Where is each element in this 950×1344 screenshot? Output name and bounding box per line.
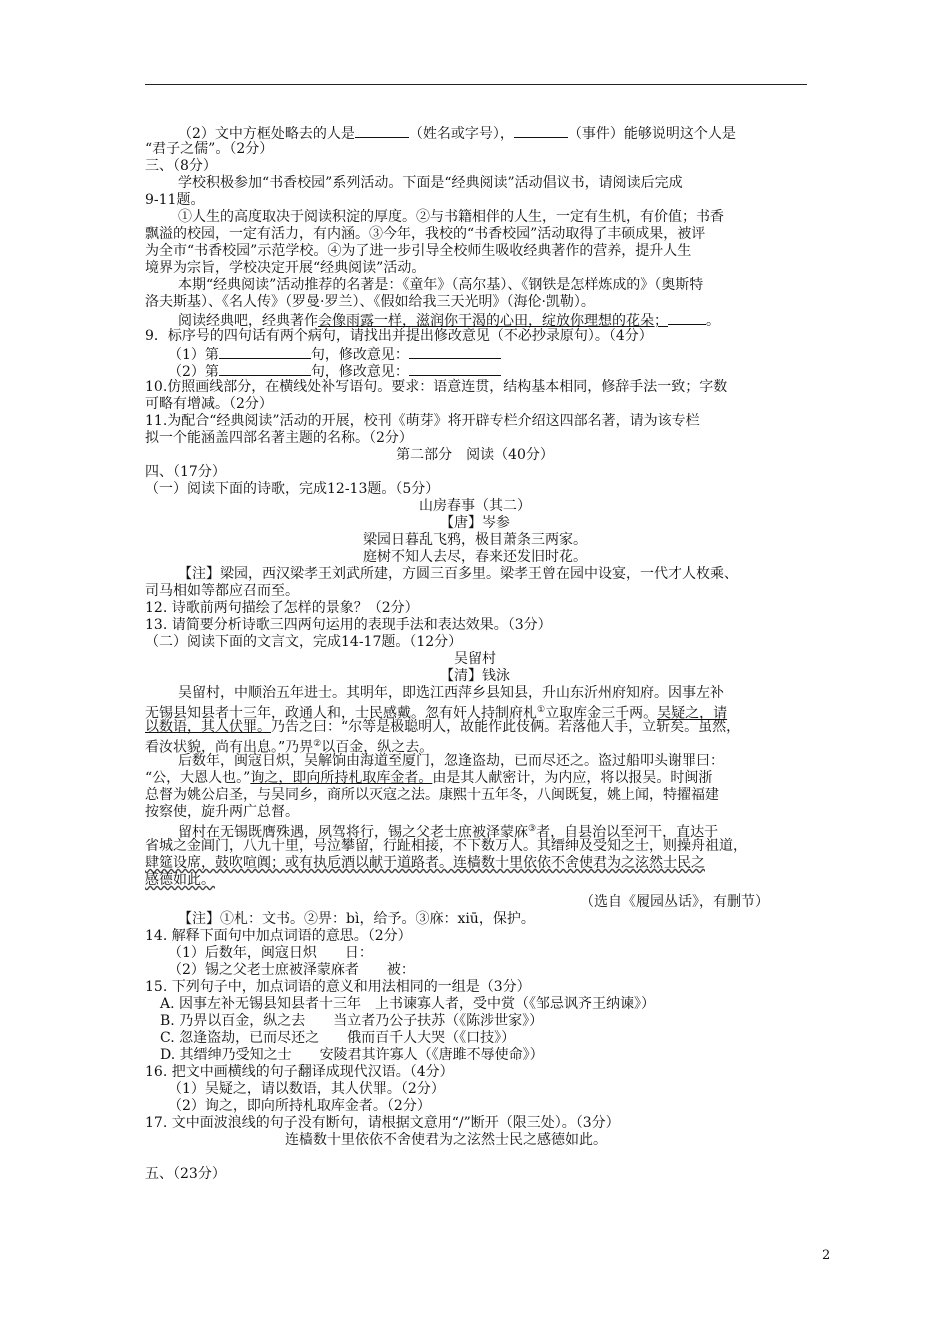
question-11: 11.为配合“经典阅读”活动的开展，校刊《萌芽》将开辟专栏介绍这四部名著，请为该专栏 bbox=[145, 413, 700, 429]
footnote-mark: ③ bbox=[528, 824, 537, 834]
text: 。 bbox=[706, 313, 720, 329]
text-line: 连樯数十里依依不舍使君为之泫然士民之感德如此。 bbox=[285, 1132, 607, 1148]
text-line: （1）后数年，闽寇日炽 日： bbox=[168, 945, 373, 961]
note: 【注】梁园，西汉梁孝王刘武所建，方圆三百多里。梁孝王曾在园中设宴，一代才人枚乘、 bbox=[178, 566, 738, 582]
answer-blank[interactable] bbox=[409, 362, 501, 376]
text: 由是其人献密计，为内应，将以报吴。时闽浙 bbox=[432, 770, 713, 786]
text-line: （2）询之，即向所持札取库金者。（2分） bbox=[168, 1098, 431, 1114]
text-line: （2）锡之父老士庶被泽蒙庥者 被： bbox=[168, 962, 415, 978]
footnote-mark: ② bbox=[313, 739, 322, 749]
passage-line: 后数年，闽寇日炽，吴解饷由海道至厦门，忽逢盗劫，已而尽还之。盗过船叩头谢罪曰： bbox=[178, 753, 724, 769]
text: 者，自县治以至河干，直达于 bbox=[536, 824, 719, 841]
text-line: 本期“经典阅读”活动推荐的名著是：《童年》（高尔基）、《钢铁是怎样炼成的》（奥斯特 bbox=[178, 277, 704, 293]
text: 以百金，纵之去。 bbox=[321, 739, 434, 756]
question-10: 10.仿照画线部分，在横线处补写语句。要求：语意连贯，结构基本相同，修辞手法一致；字数 bbox=[145, 379, 728, 395]
answer-blank[interactable] bbox=[668, 311, 706, 325]
part-heading: 第二部分 阅读（40分） bbox=[396, 447, 554, 463]
wavy-line: 肆筵设席，鼓吹喧阗；或有执卮酒以献于道路者。连樯数十里依依不舍使君为之泫然士民之 bbox=[145, 855, 705, 871]
poem-line: 庭树不知人去尽，春来还发旧时花。 bbox=[363, 549, 587, 565]
option-a: A. 因事左补无锡县知县者十三年 上书谏寡人者，受中赏（《邹忌讽齐王纳谏》） bbox=[160, 996, 656, 1012]
option-b: B. 乃畀以百金，纵之去 当立者乃公子扶苏（《陈涉世家》） bbox=[160, 1013, 544, 1029]
passage-line: 总督为姚公启圣，与吴同乡，商所以灭寇之法。康熙十五年冬，八闽既复，姚上闻，特擢福建 bbox=[145, 787, 719, 803]
passage-title: 吴留村 bbox=[454, 651, 496, 667]
text: 乃告之曰：“尔等是极聪明人，故能作此伎俩。若落他人手，立斩矣。虽然， bbox=[271, 719, 741, 735]
question-13: 13. 请简要分析诗歌三四两句运用的表现手法和表达效果。（3分） bbox=[145, 617, 552, 633]
text-line: ①人生的高度取决于阅读积淀的厚度。②与书籍相伴的人生，一定有生机，有价值；书香 bbox=[178, 209, 724, 225]
question-12: 12. 诗歌前两句描绘了怎样的景象？（2分） bbox=[145, 600, 419, 616]
text-line: 为全市“书香校园”示范学校。④为了进一步引导全校师生吸收经典著作的营养，提升人生 bbox=[145, 243, 692, 259]
text-line: （1）吴疑之，请以数语，其人伏罪。（2分） bbox=[168, 1081, 445, 1097]
text: 阅读经典吧，经典著作 bbox=[178, 313, 318, 329]
text-line: （一）阅读下面的诗歌，完成12-13题。（5分） bbox=[145, 481, 440, 497]
question-14: 14. 解释下面句中加点词语的意思。（2分） bbox=[145, 928, 412, 944]
question-9: 9．标序号的四句话有两个病句，请找出并提出修改意见（不必抄录原句）。（4分） bbox=[145, 328, 653, 344]
passage-line: 省城之金阊门，八九十里，号泣攀留，行趾相接，不下数万人。其缙绅及受知之士，则操舟祖道， bbox=[145, 838, 747, 854]
question-15: 15. 下列句子中，加点词语的意义和用法相同的一组是（3分） bbox=[145, 979, 531, 995]
poem-title: 山房春事（其二） bbox=[419, 498, 531, 514]
text-line: 境界为宗旨，学校决定开展“经典阅读”活动。 bbox=[145, 260, 426, 276]
section-heading: 四、（17分） bbox=[145, 464, 226, 480]
passage-line bbox=[145, 770, 712, 787]
passage-line bbox=[145, 719, 740, 736]
poem-line: 梁园日暮乱飞鸦，极目萧条三两家。 bbox=[363, 532, 587, 548]
text-line: 拟一个能涵盖四部名著主题的名称。（2分） bbox=[145, 430, 413, 446]
text: 立取库金三千两。 bbox=[545, 705, 658, 722]
passage-line: 吴留村，中顺治五年进士。其明年，即选江西萍乡县知县，升山东沂州府知府。因事左补 bbox=[178, 685, 724, 701]
text: 句，修改意见： bbox=[310, 364, 409, 380]
source-note: （选自《履园丛话》，有删节） bbox=[580, 894, 769, 910]
text-line: （二）阅读下面的文言文，完成14-17题。（12分） bbox=[145, 634, 463, 650]
text-line: 学校积极参加“书香校园”系列活动。下面是“经典阅读”活动倡议书，请阅读后完成 bbox=[178, 175, 683, 191]
section-heading: 三、（8分） bbox=[145, 158, 217, 174]
text: “公，大恩人也。” bbox=[145, 770, 251, 786]
section-heading: 五、（23分） bbox=[145, 1166, 226, 1182]
text: 看汝状貌，尚有出息。”乃畀 bbox=[145, 739, 314, 756]
page-number: 2 bbox=[822, 1248, 831, 1263]
underlined-text: 吴疑之，请 bbox=[657, 705, 728, 722]
answer-blank[interactable] bbox=[219, 345, 311, 359]
answer-blank[interactable] bbox=[409, 345, 501, 359]
text: （事件）能够说明这个人是 bbox=[567, 126, 736, 142]
wavy-line: 感德如此。 bbox=[145, 872, 215, 888]
underlined-text: 询之，即向所持札取库金者。 bbox=[250, 770, 433, 786]
text: （2）第 bbox=[168, 364, 219, 380]
passage-author: 【清】钱泳 bbox=[440, 668, 510, 684]
text: 句，修改意见： bbox=[310, 347, 409, 363]
option-d: D. 其缙绅乃受知之士 安陵君其许寡人（《唐雎不辱使命》） bbox=[160, 1047, 544, 1063]
answer-blank[interactable] bbox=[514, 124, 568, 138]
text-line: “君子之儒”。（2分） bbox=[145, 141, 274, 157]
option-c: C. 忽逢盗劫，已而尽还之 俄而百千人大哭（《口技》） bbox=[160, 1030, 516, 1046]
answer-blank[interactable] bbox=[219, 362, 311, 376]
poem-author: 【唐】岑参 bbox=[440, 515, 510, 531]
text: 无锡县知县者十三年，政通人和，士民感戴。忽有奸人持制府札 bbox=[145, 705, 537, 722]
text: 留村在无锡既膺殊遇，夙驾将行，锡之父老士庶被泽蒙庥 bbox=[178, 824, 528, 841]
question-16: 16. 把文中画横线的句子翻译成现代汉语。（4分） bbox=[145, 1064, 454, 1080]
answer-blank[interactable] bbox=[355, 124, 409, 138]
text-line: 飘溢的校园，一定有活力，有内涵。③今年，我校的“书香校园”活动取得了丰硕成果，被评 bbox=[145, 226, 706, 242]
text: （1）第 bbox=[168, 347, 219, 363]
underlined-text: 以数语，其人伏罪。 bbox=[145, 719, 271, 735]
footnotes: 【注】①札：文书。②畀：bì，给予。③庥：xiū，保护。 bbox=[178, 911, 535, 927]
text-line: 司马相如等都应召而至。 bbox=[145, 583, 299, 599]
question-17: 17. 文中面波浪线的句子没有断句，请根据文意用“/”断开（限三处）。（3分） bbox=[145, 1115, 620, 1131]
text-line: 可略有增减。（2分） bbox=[145, 396, 273, 412]
text-line: 洛夫斯基）、《名人传》（罗曼·罗兰）、《假如给我三天光明》（海伦·凯勒）。 bbox=[145, 294, 595, 310]
footnote-mark: ① bbox=[537, 705, 546, 715]
text-line: 9-11题。 bbox=[145, 192, 205, 208]
underlined-text: 会像雨露一样，滋润你干渴的心田，绽放你理想的花朵； bbox=[318, 313, 668, 329]
text: （2）文中方框处略去的人是 bbox=[178, 126, 355, 142]
passage-line: 按察使，旋升两广总督。 bbox=[145, 804, 299, 820]
header-rule bbox=[145, 84, 807, 85]
text: （姓名或字号）， bbox=[408, 126, 514, 142]
